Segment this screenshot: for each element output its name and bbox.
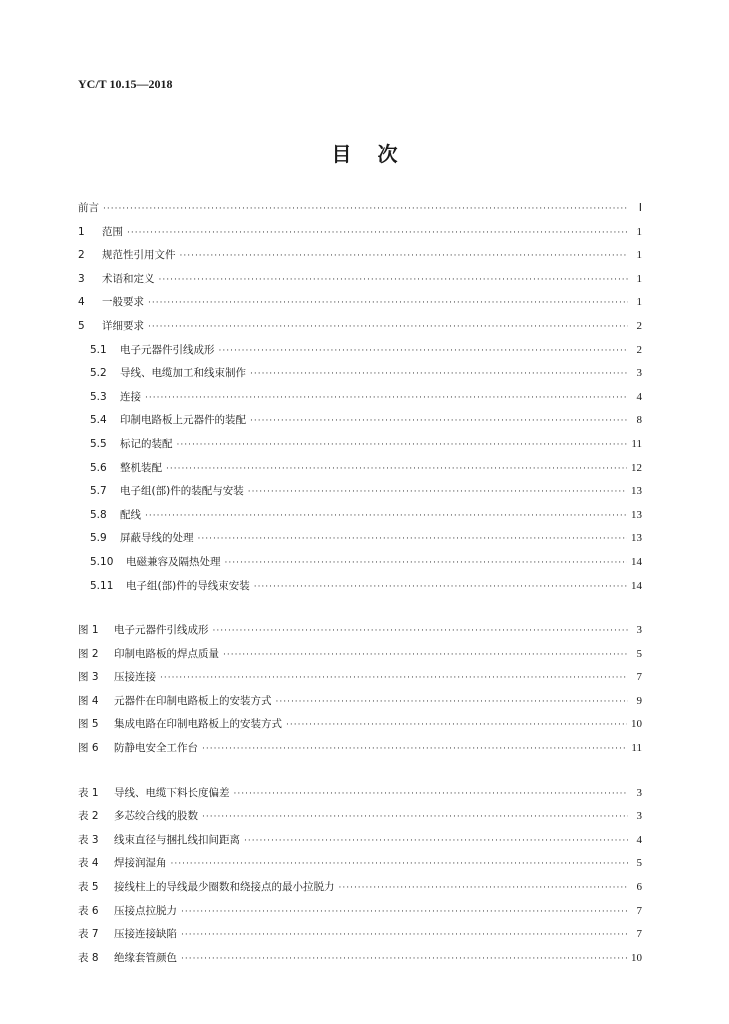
toc-entry-page: 5 [636,857,642,870]
dot-leader [180,251,629,261]
dot-leader [160,673,628,683]
toc-entry-number: 5.7 [90,485,107,498]
dot-leader [145,393,628,403]
toc-entry-page: 2 [636,343,642,356]
toc-entry-page: 2 [636,319,642,332]
dot-leader [148,322,628,332]
toc-subentry[interactable] [78,365,642,389]
toc-entry-page: 8 [636,414,642,427]
dot-leader [223,650,628,660]
toc-table-entry[interactable] [78,785,642,809]
toc-subentry[interactable] [78,483,642,507]
toc-entry-label: 前言 [78,202,99,214]
toc-entry-label: 屏蔽导线的处理 [120,532,194,545]
toc-table-entry[interactable] [78,926,642,950]
toc-entry-page: 13 [631,532,642,545]
toc-entry-page: 1 [636,249,642,262]
toc-entry-page: 14 [631,555,642,568]
toc-entry-number: 5.11 [90,579,114,592]
toc-entry-label: 电子元器件引线成形 [120,343,215,356]
toc-subentry[interactable] [78,342,642,366]
dot-leader [202,812,628,822]
dot-leader [250,369,628,379]
toc-entry-label: 整机装配 [120,461,162,474]
toc-subentry[interactable] [78,389,642,413]
toc-entry-page: 9 [636,694,642,707]
table-number: 表 2 [78,810,99,823]
toc-figure-entry[interactable] [78,669,642,693]
toc-table-entry[interactable] [78,950,642,974]
dot-leader [254,582,627,592]
dot-leader [181,930,628,940]
toc-entry-page: 3 [636,367,642,380]
toc-entry-page: 11 [631,437,642,450]
toc-entry-page: 10 [631,951,642,964]
toc-entry-page: 3 [636,624,642,637]
toc-entry-label: 电子组(部)件的装配与安装 [120,485,244,498]
toc-figure-entry[interactable] [78,693,642,717]
figure-label: 电子元器件引线成形 [114,624,209,637]
toc-entry-number: 5.10 [90,555,114,568]
dot-leader [103,204,628,214]
toc-entry-label: 范围 [102,225,123,238]
table-number: 表 5 [78,881,99,894]
toc-subentry[interactable] [78,412,642,436]
table-of-contents [78,200,642,973]
toc-entry-label: 规范性引用文件 [102,249,176,262]
dot-leader [234,789,629,799]
toc-entry[interactable] [78,271,642,295]
page-title: 目次 [331,142,424,166]
toc-subentry[interactable] [78,530,642,554]
toc-entry-page: 13 [631,508,642,521]
figure-label: 元器件在印制电路板上的安装方式 [114,694,272,707]
dot-leader [339,883,629,893]
dot-leader [127,228,628,238]
figure-number: 图 2 [78,647,99,660]
toc-entry-page: 11 [631,742,642,755]
dot-leader [248,487,627,497]
toc-entry-number: 5.9 [90,532,107,545]
toc-entry-number: 1 [78,225,85,238]
toc-entry-page: 10 [631,718,642,731]
figure-number: 图 3 [78,671,99,684]
toc-entry-label: 一般要求 [102,296,144,309]
toc-table-entry[interactable] [78,808,642,832]
toc-entry-label: 配线 [120,508,141,521]
toc-entry-label: 标记的装配 [120,437,173,450]
toc-entry-page: 3 [636,786,642,799]
toc-entry-number: 5.2 [90,367,107,380]
dot-leader [250,416,628,426]
toc-entry-page: 1 [636,296,642,309]
dot-leader [213,626,629,636]
toc-subentry[interactable] [78,507,642,531]
table-label: 接线柱上的导线最少圈数和绕接点的最小拉脱力 [114,881,335,894]
table-number: 表 7 [78,928,99,941]
toc-entry[interactable] [78,224,642,248]
dot-leader [244,836,628,846]
table-label: 焊接润湿角 [114,857,167,870]
toc-entry-page: 1 [636,225,642,238]
toc-entry-number: 2 [78,249,85,262]
table-number: 表 3 [78,833,99,846]
toc-entry-number: 5.5 [90,437,107,450]
dot-leader [171,859,629,869]
toc-entry-number: 3 [78,272,85,285]
toc-entry-label: 印制电路板上元器件的装配 [120,414,246,427]
toc-figure-entry[interactable] [78,646,642,670]
toc-entry-label: 电磁兼容及隔热处理 [126,555,221,568]
toc-subentry[interactable] [78,460,642,484]
dot-leader [286,720,627,730]
toc-entry-page: 5 [636,647,642,660]
dot-leader [225,558,628,568]
toc-entry-foreword[interactable] [78,200,642,224]
figure-label: 印制电路板的焊点质量 [114,647,219,660]
toc-entry-number: 5.8 [90,508,107,521]
dot-leader [202,744,627,754]
toc-entry-label: 术语和定义 [102,272,155,285]
toc-entry-page: 1 [636,272,642,285]
figure-label: 集成电路在印制电路板上的安装方式 [114,718,282,731]
toc-entry-number: 5.3 [90,390,107,403]
toc-figure-entry[interactable] [78,622,642,646]
table-label: 压接连接缺陷 [114,928,177,941]
dot-leader [198,534,628,544]
table-label: 导线、电缆下料长度偏差 [114,786,230,799]
toc-subentry[interactable] [78,436,642,460]
dot-leader [181,907,628,917]
dot-leader [177,440,628,450]
toc-entry-label: 导线、电缆加工和线束制作 [120,367,246,380]
toc-table-entry[interactable] [78,903,642,927]
toc-entry-page: Ⅰ [638,202,642,214]
table-number: 表 1 [78,786,99,799]
dot-leader [145,511,627,521]
toc-table-entry[interactable] [78,855,642,879]
table-number: 表 8 [78,951,99,964]
toc-entry[interactable] [78,247,642,271]
toc-entry-number: 5.6 [90,461,107,474]
toc-entry-number: 5.4 [90,414,107,427]
figure-label: 压接连接 [114,671,156,684]
toc-entry-page: 4 [636,833,642,846]
toc-entry-number: 5.1 [90,343,107,356]
toc-entry[interactable] [78,294,642,318]
figure-number: 图 4 [78,694,99,707]
toc-entry-number: 5 [78,319,85,332]
figure-number: 图 6 [78,742,99,755]
table-number: 表 6 [78,904,99,917]
figure-number: 图 5 [78,718,99,731]
toc-entry-page: 7 [636,928,642,941]
toc-subentry[interactable] [78,578,642,602]
dot-leader [159,275,629,285]
dot-leader [148,298,628,308]
table-label: 线束直径与捆扎线扣间距离 [114,833,240,846]
figure-number: 图 1 [78,624,99,637]
toc-entry-page: 12 [631,461,642,474]
toc-entry-label: 连接 [120,390,141,403]
table-label: 压接点拉脱力 [114,904,177,917]
toc-entry-page: 6 [636,881,642,894]
standard-code: YC/T 10.15—2018 [78,77,173,91]
dot-leader [181,954,627,964]
toc-entry-page: 4 [636,390,642,403]
dot-leader [219,346,629,356]
toc-figure-entry[interactable] [78,716,642,740]
toc-table-entry[interactable] [78,832,642,856]
dot-leader [276,697,629,707]
dot-leader [166,464,627,474]
toc-entry-number: 4 [78,296,85,309]
table-label: 绝缘套管颜色 [114,951,177,964]
toc-entry-page: 7 [636,671,642,684]
toc-entry-page: 14 [631,579,642,592]
toc-entry[interactable] [78,318,642,342]
toc-entry-page: 3 [636,810,642,823]
figure-label: 防静电安全工作台 [114,742,198,755]
toc-entry-page: 13 [631,485,642,498]
toc-table-entry[interactable] [78,879,642,903]
table-label: 多芯绞合线的股数 [114,810,198,823]
toc-entry-label: 详细要求 [102,319,144,332]
toc-figure-entry[interactable] [78,740,642,764]
toc-subentry[interactable] [78,554,642,578]
toc-entry-page: 7 [636,904,642,917]
table-number: 表 4 [78,857,99,870]
toc-entry-label: 电子组(部)件的导线束安装 [126,579,250,592]
